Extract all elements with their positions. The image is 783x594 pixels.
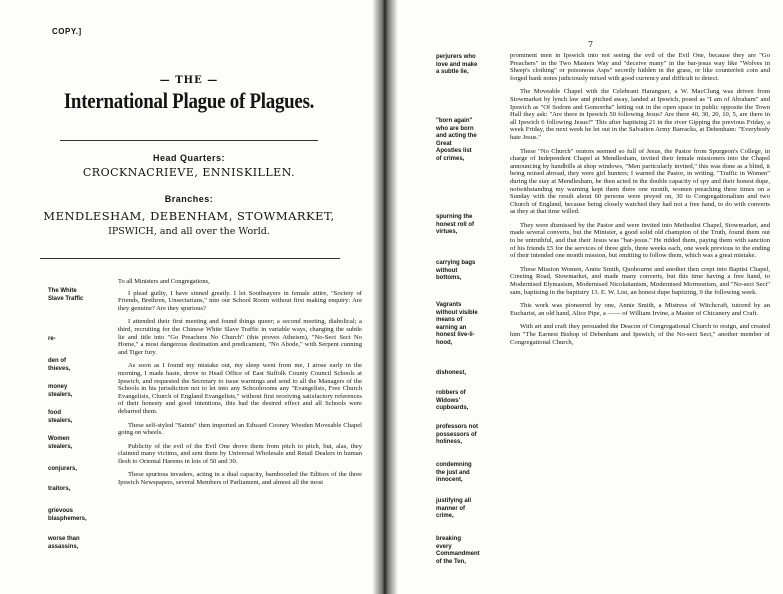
branches-line-1: MENDLESHAM, DEBENHAM, STOWMARKET, <box>43 209 335 223</box>
paragraph: I plead guilty, I have sinned greatly. I let Soothsayers in female attire, "Society of Friends, Brethren, Unsectarians," into our School Room without first making enquiry: Are they genuine? Are they spurious? <box>118 289 362 312</box>
page-number: 7 <box>588 40 594 49</box>
margin-note: grievous blasphemers, <box>48 508 87 522</box>
left-body-text <box>118 278 362 590</box>
margin-note: robbers of Widows' cupboards, <box>436 390 469 411</box>
paragraph: As soon as I found my mistake out, my sleep went from me, I arose early in the morning, I made haste, drove to Head Office of East Suffolk County Council Schools at Ipswich, and requested the Secretary to issue warnings and send to all the Managers of the Schools in his jurisdiction not to let into any Schoolrooms any "Evangelists, Free Church Evangelists, Church of England Evangelists," without first receiving satisfactory references of their honesty and good intentions, this had the desired effect and all Schools were debarred them. <box>118 362 362 415</box>
right-page <box>400 0 783 594</box>
margin-note: professors not possessors of holiness, <box>436 424 479 445</box>
paragraph: This work was pioneered by one, Annie Smith, a Mistress of Witchcraft, tutored by an Eucharist, an old hand, Alice Pipe, a —— of William Irvine, a Master of Chicanery and Craft. <box>510 302 770 317</box>
branches-line-2: IPSWICH, and all over the World. <box>108 226 270 237</box>
margin-note: justifying all manner of crime, <box>436 498 472 519</box>
page-title: International Plague of Plagues. <box>63 88 315 113</box>
margin-note: traitors, <box>48 486 71 492</box>
salutation: To all Ministers and Congregations, <box>118 278 210 285</box>
title-prefix: — THE — <box>159 75 219 86</box>
head-quarters-heading: Head Quarters: <box>152 153 226 163</box>
margin-note: condemning the just and innocent, <box>436 462 472 483</box>
paragraph: These spurious invaders, acting in a dual capacity, bamboozled the Editors of the three Ipswich Newspapers, several Members of Parliament, and almost all the most <box>118 471 362 487</box>
paragraph: Publicity of the evil of the Evil One drove them from pitch to pitch, but, alas, they claimed many victims, and sent them by Universal Wholesale and Retail Dealers in human flesh to Oriental Harems in lots of 50 and 30. <box>118 442 362 465</box>
copy-mark: COPY.] <box>52 27 82 36</box>
paragraph: These "No Church" orators seemed so full of Jesus, the Pastor from Spurgeon's College, in charge of Independent Chapel at Mendlesham, invited their female missioners into the Chapel announcing by handbills at shop windows, "Men particularly invited," this was done as a blind, it being noised abroad, they were girl hunters; I warned the Pastor, in writing. "Traffic in Women" during the stay at Mendlesham, he then acted in the double capacity of spy and their honest dupe, notwithstanding my warning kept them there one month, women preaching three times on a Sunday with the result about 60 persons were preyed on, 30 to Congregationalism and two Church of England, because being closely watched they had not a free hand, to do with converts as they at that time willed. <box>510 147 770 216</box>
margin-note: spurning the honest roll of virtues, <box>436 214 474 235</box>
margin-note: conjurers, <box>48 466 78 472</box>
margin-note: perjurers who love and make a subtle lie, <box>436 54 478 75</box>
head-quarters-address: CROCKNACRIEVE, ENNISKILLEN. <box>82 166 296 179</box>
margin-note: worse than assassins, <box>48 536 80 550</box>
paragraph: These Mission Women, Annie Smith, Quohourne and another then crept into Baptist Chapel, Creeting Road, Stowmarket, and made many converts, but this time having a free hand, to Modernised Elymasism, Modernised Nicolaitanism, Modernised Mormonism, and "No-sect Sect" sam, baptising in the baptistry 13. E. W. List, an honest dupe baptizing, 9 the following week. <box>510 265 770 296</box>
paragraph: The Moveable Chapel with the Celebrant Haranguer, a W. MacClung was driven from Stowmarket by lynch law and pitched away, landed at Ipswich, posed as "I am of Abraham" and Ipswich as "Of Sodom and Gomorrha" letting out in the open space in public opposite the Town Hall they ask: "Are there in Ipswich 50 following Jesus? Are there 40, 30, 20, 10, 5, are there in all Ipswich 6 following Jesus?" This after baptising 21 in the river Gipping the previous Friday, a week Friday, the next week he let out in the Salvation Army Barracks, at Debenham: "Everybody hate Jesus." <box>510 88 770 141</box>
paragraph: I attended their first meeting and found things queer; a second meeting, diabolical; a third, recruiting for the Chinese White Slave Traffic in variable ways, changing the subtle lie and title into "Go Preachers No Church" (this proves Atheism), "No-Sect Sect No Home," a most dangerous destination and predicament, "No Abode," with Serpent cunning and Tiger fury. <box>118 318 362 356</box>
left-page <box>0 0 378 594</box>
paragraph: These self-styled "Saints" then imported an Edward Cooney Wooden Moveable Chapel going on wheels. <box>118 421 362 437</box>
header-divider <box>40 258 340 259</box>
margin-note: re- <box>48 336 56 342</box>
right-body-text <box>510 52 770 592</box>
margin-note: den of thieves, <box>48 358 71 372</box>
margin-note: Women stealers, <box>48 436 73 450</box>
paragraph: With art and craft they persuaded the Deacon of Congregational Church to resign, and created him "The Earnest Bishop of Debenham and Ipswich, of the No-sect Sect," another member of Congregational Church, <box>510 323 770 346</box>
margin-note: "born again" who are born and acting the Great Apostles list of crimes, <box>436 118 477 162</box>
margin-note: breaking every Commandment of the Ten, <box>436 536 480 565</box>
paragraph: They were dismissed by the Pastor and were invited into Methodist Chapel, Stowmarket, and made several converts, but the Minister, a good solid old champion of the Truth, found them out to be untruthful, and that their Jesus was "bar-jesus." He ridded them, paying them with sanction of his friends £5 for the services of three girls, three weeks each, one week previous to the ending of their intended one month mission, but omitting to follow them, which was a great mistake. <box>510 221 770 260</box>
margin-note: carrying bags without bottoms, <box>436 260 476 281</box>
margin-note: food stealers, <box>48 410 73 424</box>
title-divider <box>60 140 318 141</box>
margin-note: Vagrants without visible means of earning an honest live-li-hood, <box>436 302 478 346</box>
branches-heading: Branches: <box>164 194 214 204</box>
paragraph: prominent men in Ipswich into not seeing the evil of the Evil One, because they are "Go Preachers" in the Two Masters Way and "deceive many" in the bar-jesus way like "Wolves in Sheep's clothing" or poisonous Asps" secretly hidden in the grass, or like counterfeit coin and forged bank notes judiciously mixed with good currency and difficult to detect. <box>510 52 770 82</box>
margin-note: The White Slave Traffic <box>48 288 84 302</box>
margin-note: dishonest, <box>436 370 467 376</box>
margin-note: money stealers, <box>48 384 73 398</box>
